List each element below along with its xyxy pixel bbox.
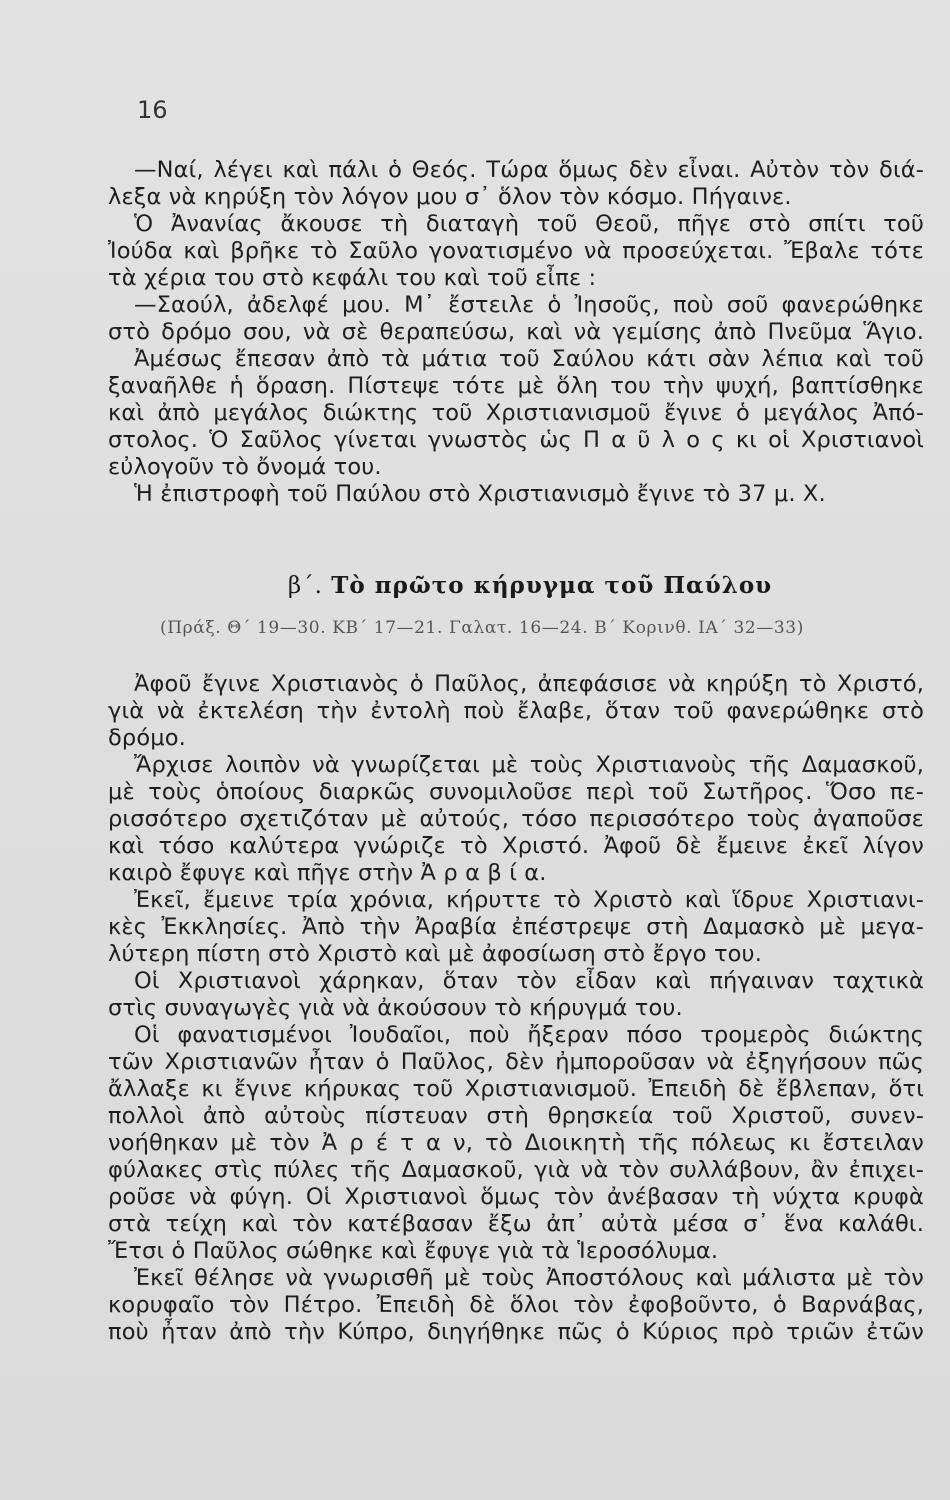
text-line: στὶς συναγωγὲς γιὰ νὰ ἀκούσουν τὸ κήρυγμά του. [108,995,683,1021]
top-text-block [108,158,924,509]
text-line: καὶ ἀπὸ μεγάλος διώκτης τοῦ Χριστιανισμοῦ ἔγινε ὁ μεγάλος Ἀπό- [108,400,924,426]
text-line: κὲς Ἐκκλησίες. Ἀπὸ τὴν Ἀραβία ἐπέστρεψε στὴ Δαμασκὸ μὲ μεγα- [108,914,924,940]
text-line: μὲ τοὺς ὁποίους διαρκῶς συνομιλοῦσε περὶ τοῦ Σωτῆρος. Ὅσο πε- [108,779,924,805]
text-line: —Ναί, λέγει καὶ πάλι ὁ Θεός. Τώρα ὅμως δὲν εἶναι. Αὐτὸν τὸν διά- [134,157,924,183]
text-line: δρόμο. [108,725,186,751]
text-line: Οἱ φανατισμένοι Ἰουδαῖοι, ποὺ ἤξεραν πόσο τρομερὸς διώκτης [134,1022,924,1048]
text-line: γιὰ νὰ ἐκτελέση τὴν ἐντολὴ ποὺ ἔλαβε, ὅταν τοῦ φανερώθηκε στὸ [108,698,924,724]
text-line: στολος. Ὁ Σαῦλος γίνεται γνωστὸς ὡς Π α ῦ λ ο ς κι οἱ Χριστιανοὶ [108,427,924,453]
text-line: Ἄρχισε λοιπὸν νὰ γνωρίζεται μὲ τοὺς Χριστιανοὺς τῆς Δαμασκοῦ, [134,752,924,778]
scripture-reference: (Πράξ. Θ΄ 19—30. ΚΒ΄ 17—21. Γαλατ. 16—24. Β΄ Κορινθ. ΙΑ΄ 32—33) [160,618,804,638]
text-line: Ἔτσι ὁ Παῦλος σώθηκε καὶ ἔφυγε γιὰ τὰ Ἱεροσόλυμα. [108,1238,719,1264]
section-heading [250,572,810,599]
text-line: ρισσότερο σχετιζόταν μὲ αὐτούς, τόσο περισσότερο τοὺς ἀγαποῦσε [108,806,924,832]
text-line: ἄλλαξε κι ἔγινε κήρυκας τοῦ Χριστιανισμοῦ. Ἐπειδὴ δὲ ἔβλεπαν, ὅτι [108,1076,924,1102]
section-title: Τὸ πρῶτο κήρυγμα τοῦ Παύλου [331,572,773,599]
text-line: Ἰούδα καὶ βρῆκε τὸ Σαῦλο γονατισμένο νὰ προσεύχεται. Ἔβαλε τότε [108,238,924,264]
text-line: Οἱ Χριστιανοὶ χάρηκαν, ὅταν τὸν εἶδαν καὶ πήγαιναν ταχτικὰ [134,968,924,994]
text-line: Ἀμέσως ἔπεσαν ἀπὸ τὰ μάτια τοῦ Σαύλου κάτι σὰν λέπια καὶ τοῦ [134,346,924,372]
text-line: Ἐκεῖ, ἔμεινε τρία χρόνια, κήρυττε τὸ Χριστὸ καὶ ἵδρυε Χριστιανι- [134,887,924,913]
text-line: νοήθηκαν μὲ τὸν Ἀ ρ έ τ α ν, τὸ Διοικητὴ τῆς πόλεως κι ἔστειλαν [108,1130,924,1156]
text-line: καὶ τόσο καλύτερα γνώριζε τὸ Χριστό. Ἀφοῦ δὲ ἔμεινε ἐκεῖ λίγον [108,833,924,859]
text-line: φύλακες στὶς πύλες τῆς Δαμασκοῦ, γιὰ νὰ τὸν συλλάβουν, ἂν ἐπιχει- [108,1157,924,1183]
text-line: κορυφαῖο τὸν Πέτρο. Ἐπειδὴ δὲ ὅλοι τὸν ἐφοβοῦντο, ὁ Βαρνάβας, [108,1292,924,1318]
text-line: ροῦσε νὰ φύγη. Οἱ Χριστιανοὶ ὅμως τὸν ἀνέβασαν τὴ νύχτα κρυφὰ [108,1184,924,1210]
text-line: ποὺ ἦταν ἀπὸ τὴν Κύπρο, διηγήθηκε πῶς ὁ Κύριος πρὸ τριῶν ἐτῶν [108,1319,924,1345]
text-line: λύτερη πίστη στὸ Χριστὸ καὶ μὲ ἀφοσίωση στὸ ἔργο του. [108,941,763,967]
text-line: καιρὸ ἔφυγε καὶ πῆγε στὴν Ἀ ρ α β ί α. [108,860,547,886]
text-line: Ἡ ἐπιστροφὴ τοῦ Παύλου στὸ Χριστιανισμὸ ἔγινε τὸ 37 μ. Χ. [134,481,826,507]
text-line: στὸ δρόμο σου, νὰ σὲ θεραπεύσω, καὶ νὰ γεμίσης ἀπὸ Πνεῦμα Ἅγιο. [108,319,924,345]
text-line: πολλοὶ ἀπὸ αὐτοὺς πίστευαν στὴ θρησκεία τοῦ Χριστοῦ, συνεν- [108,1103,924,1129]
text-line: Ὁ Ἀνανίας ἄκουσε τὴ διαταγὴ τοῦ Θεοῦ, πῆγε στὸ σπίτι τοῦ [134,211,924,237]
text-line: τὰ χέρια του στὸ κεφάλι του καὶ τοῦ εἶπε : [108,265,597,291]
page-number: 16 [137,96,168,124]
text-line: τῶν Χριστιανῶν ἦταν ὁ Παῦλος, δὲν ἠμποροῦσαν νὰ ἐξηγήσουν πῶς [108,1049,924,1075]
text-line: λεξα νὰ κηρύξη τὸν λόγον μου σ᾽ ὅλον τὸν κόσμο. Πήγαινε. [108,184,792,210]
text-line: —Σαούλ, ἀδελφέ μου. Μ᾽ ἔστειλε ὁ Ἰησοῦς, ποὺ σοῦ φανερώθηκε [134,292,924,318]
text-line: στὰ τείχη καὶ τὸν κατέβασαν ἔξω ἀπ᾽ αὐτὰ μέσα σ᾽ ἕνα καλάθι. [108,1211,924,1237]
text-line: Ἀφοῦ ἔγινε Χριστιανὸς ὁ Παῦλος, ἀπεφάσισε νὰ κηρύξη τὸ Χριστό, [134,671,924,697]
text-line: ξαναῆλθε ἡ ὅραση. Πίστεψε τότε μὲ ὅλη του τὴν ψυχή, βαπτίσθηκε [108,373,924,399]
text-line: Ἐκεῖ θέλησε νὰ γνωρισθῆ μὲ τοὺς Ἀποστόλους καὶ μάλιστα μὲ τὸν [134,1265,924,1291]
text-line: εὐλογοῦν τὸ ὄνομά του. [108,454,382,480]
section-number: β΄. [287,573,323,599]
body-text-block [108,672,924,1347]
